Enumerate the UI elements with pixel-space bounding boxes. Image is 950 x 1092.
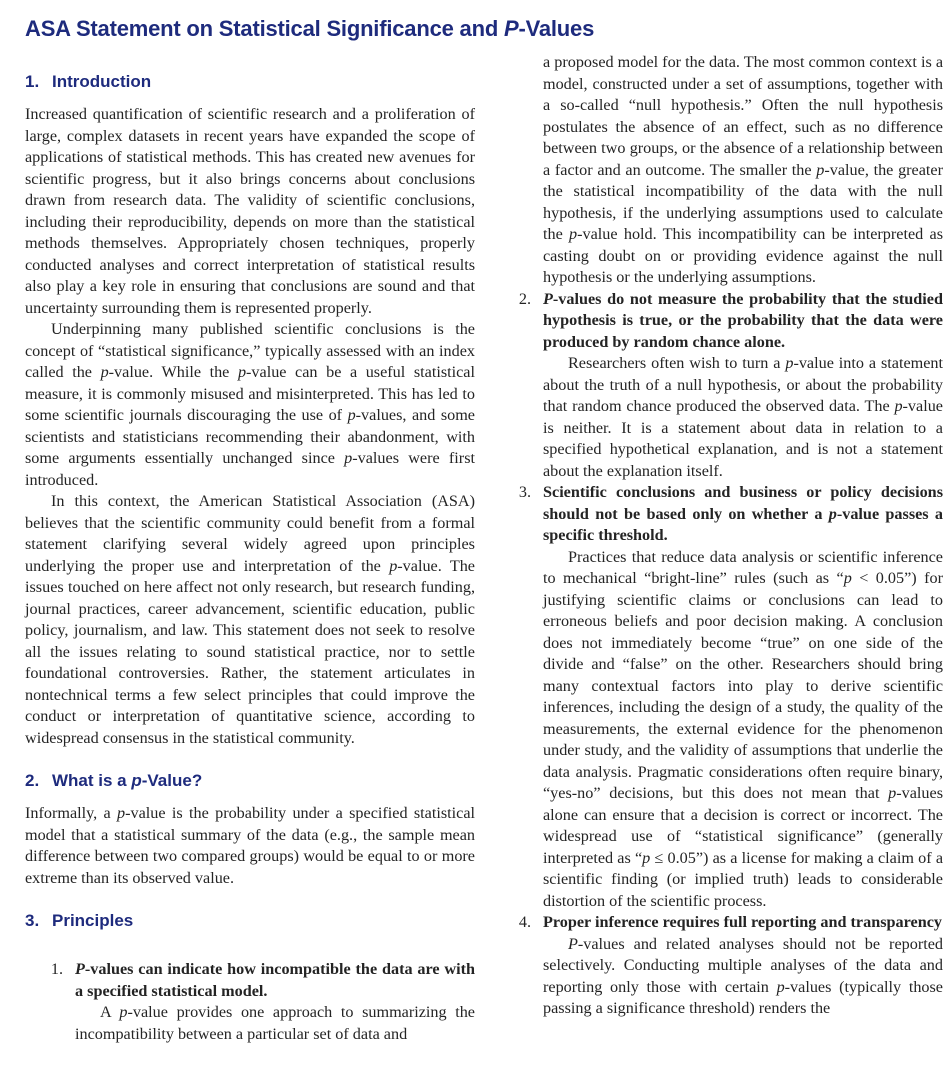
section-number: 1. [25,72,40,91]
two-column-layout [25,50,943,1045]
section-heading-introduction [25,71,475,92]
principle-number: 4. [518,913,531,931]
principle-lead: Scientific conclusions and business or policy decisions should not be based only on whether a p-value passes a specific threshold. [543,483,943,544]
principle-1-continuation: a proposed model for the data. The most common context is a model, constructed under a set of assumptions, together with a so-called “null hypothesis.” Often the null hypothesis postulates the absence of an effect, such as no difference between two groups, or the absence of a relationship between a factor and an outcome. The smaller the p-value, the greater the statistical incompatibility of the data with the null hypothesis, if the underlying assumptions used to calculate the p-value hold. This incompatibility can be interpreted as casting doubt on or providing evidence against the null hypothesis or the underlying assumptions. [543,53,943,286]
section-heading-principles [25,910,475,931]
paragraph: Increased quantification of scientific research and a proliferation of large, complex datasets in recent years have expanded the scope of applications of statistical methods. This has created new avenues for scientific progress, but it also brings concerns about conclusions drawn from research data. The validity of scientific conclusions, including their reproducibility, depends on more than the statistical methods themselves. Appropriately chosen techniques, properly conducted analyses and correct interpretation of statistical results also play a key role in ensuring that conclusions are sound and that uncertainty surrounding them is represented properly. [25,105,475,317]
section-number: 2. [25,771,40,790]
article-title: ASA Statement on Statistical Significance and P-Values [25,16,595,41]
paragraph: In this context, the American Statistical Association (ASA) believes that the scientific community could benefit from a formal statement clarifying several widely agreed upon principles underlying the proper use and interpretation of the p-value. The issues touched on here affect not only research, but research funding, journal practices, career advancement, scientific education, public policy, journalism, and law. This statement does not seek to resolve all the issues relating to sound statistical practice, nor to settle foundational controversies. Rather, the statement articulates in nontechnical terms a few select principles that could improve the conduct or interpretation of quantitative science, according to widespread consensus in the statistical community. [25,492,475,747]
principle-number: 3. [518,483,531,501]
principle-body: A p-value provides one approach to summarizing the incompatibility between a particular set of data and [75,1003,475,1043]
principle-body: Researchers often wish to turn a p-value into a statement about the truth of a null hypothesis, or about the probability that random chance produced the observed data. The p-value is neither. It is a statement about data in relation to a specified hypothetical explanation, and is not a statement about the explanation itself. [543,354,944,480]
principle-lead: P-values can indicate how incompatible the data are with a specified statistical model. [75,960,475,1000]
section-label: Principles [52,911,134,930]
paragraph: Informally, a p-value is the probability under a specified statistical model that a statistical summary of the data (e.g., the sample mean difference between two compared groups) would be equal to or more extreme than its observed value. [25,804,475,887]
principles-list [25,959,475,1045]
principle-body: Practices that reduce data analysis or scientific inference to mechanical “bright-line” rules (such as “p < 0.05”) for justifying scientific claims or conclusions can lead to erroneous beliefs and poor decision making. A conclusion does not immediately become “true” on one side of the divide and “false” on the other. Researchers should bring many contextual factors into play to derive scientific inferences, including the design of a study, the quality of the measurements, the external evidence for the phenomenon under study, and the validity of assumptions that underlie the data analysis. Pragmatic considerations often require binary, “yes-no” decisions, but this does not mean that p-values alone can ensure that a decision is correct or incorrect. The widespread use of “statistical significance” (generally interpreted as “p ≤ 0.05”) as a license for making a claim of a scientific finding (or implied truth) leads to considerable distortion of the scientific process. [543,547,944,910]
principle-item-4 [493,912,943,1020]
section-label: What is a p-Value? [52,771,203,790]
principle-number: 1. [50,960,63,978]
section-heading-what-is-a-p-value [25,770,475,791]
paragraph: Underpinning many published scientific conclusions is the concept of “statistical significance,” typically assessed with an index called the p-value. While the p-value can be a useful statistical measure, it is commonly misused and misinterpreted. This has led to some scientific journals discouraging the use of p-values, and some scientists and statisticians recommending their abandonment, with some arguments essentially unchanged since p-values were first introduced. [25,320,475,489]
principle-item-2 [493,289,943,483]
principle-number: 2. [518,289,531,308]
section-number: 3. [25,911,40,930]
principle-body: P-values and related analyses should not be reported selectively. Conducting multiple analyses of the data and reporting only those with certain p-values (typically those passing a significance threshold) renders the [543,934,943,1017]
section-label: Introduction [52,72,152,91]
left-column [25,50,475,1045]
principle-lead: P-values do not measure the probability that the studied hypothesis is true, or the probability that the data were produced by random chance alone. [543,289,943,351]
principle-item-1 [25,959,475,1045]
principle-lead: Proper inference requires full reporting and transparency [543,913,942,931]
principle-item-3 [493,482,943,912]
right-column [493,50,943,1045]
